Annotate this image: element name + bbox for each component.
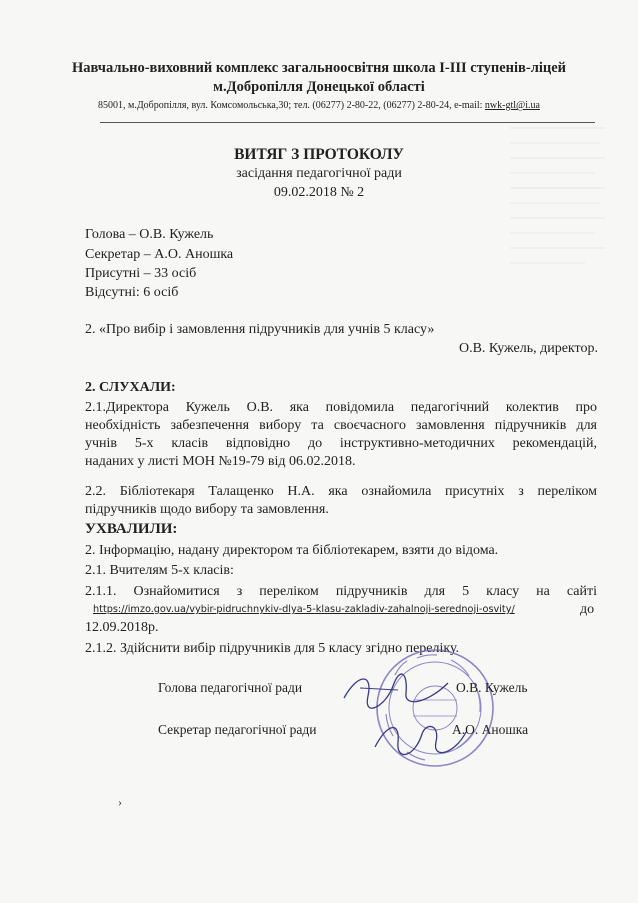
agenda-item: 2. «Про вибір і замовлення підручників для учнів 5 класу» [85,322,435,337]
decided-heading: УХВАЛИЛИ: [85,521,178,537]
decided-line-3 [85,583,597,601]
secretary-role: Секретар педагогічної ради [158,722,317,737]
heard-p1-row: необхідність забезпечення вибору та своєчасного замовлення підручників для [85,418,597,433]
header-divider [100,122,595,123]
document-title: ВИТЯГ З ПРОТОКОЛУ [234,146,404,163]
school-address [40,100,598,111]
footer-mark: › [118,795,122,809]
url-suffix: до [580,602,595,617]
document-subtitle: засідання педагогічної ради [236,166,402,181]
school-name-line1: Навчально-виховний комплекс загальноосвітня школа І-ІІІ ступенів-ліцей [71,60,567,76]
email-link[interactable]: nwk-gtl@i.ua [484,100,540,111]
decided-l3-row: 2.1.1. Ознайомитися з переліком підручників для 5 класу на сайті [85,584,597,599]
decided-line-1: 2. Інформацію, надану директором та бібліотекарем, взяти до відома. [85,543,499,558]
chair-role: Голова педагогічної ради [158,680,303,695]
heard-p2-row: 2.2. Бібліотекаря Талащенко Н.А. яка ознайомила присутніх з переліком [85,484,597,499]
decided-line-5: 2.1.2. Здійснити вибір підручників для 5 класу згідно переліку. [85,641,460,656]
secretary-name: А.О. Аношка [452,722,529,737]
decided-line-4: 12.09.2018р. [85,620,159,635]
decided-line-2: 2.1. Вчителям 5-х класів: [85,563,234,578]
chair-line: Голова – О.В. Кужель [85,227,214,242]
heard-paragraph-1 [85,399,597,471]
document-date-number: 09.02.2018 № 2 [273,185,365,200]
chair-signature-icon [338,668,458,713]
heard-p2-row: підручників щодо вибору та замовлення. [85,502,329,517]
heard-p1-row: 2.1.Директора Кужель О.В. яка повідомила педагогічний колектив про [85,400,597,415]
heard-p1-row: учнів 5-х класів відповідно до інструктивно-методичних рекомендацій, [85,436,597,451]
heard-heading: 2. СЛУХАЛИ: [85,380,176,395]
present-line: Присутні – 33 осіб [85,266,197,281]
address-text: 85001, м.Добропілля, вул. Комсомольська,30; тел. (06277) 2-80-22, (06277) 2-80-24, e-mail: [98,100,485,111]
heard-p1-row: наданих у листі МОН №19-79 від 06.02.2018. [85,454,356,469]
school-name-line2: м.Добропілля Донецької області [213,79,425,95]
textbook-list-url[interactable]: https://imzo.gov.ua/vybir-pidruchnykiv-dlya-5-klasu-zakladiv-zahalnoji-serednoji-osvity/ [93,604,515,615]
heard-paragraph-2 [85,483,597,519]
chair-name: О.В. Кужель [456,680,528,695]
agenda-speaker: О.В. Кужель, директор. [458,341,598,356]
secretary-line: Секретар – А.О. Аношка [85,247,234,262]
absent-line: Відсутні: 6 осіб [85,285,179,300]
